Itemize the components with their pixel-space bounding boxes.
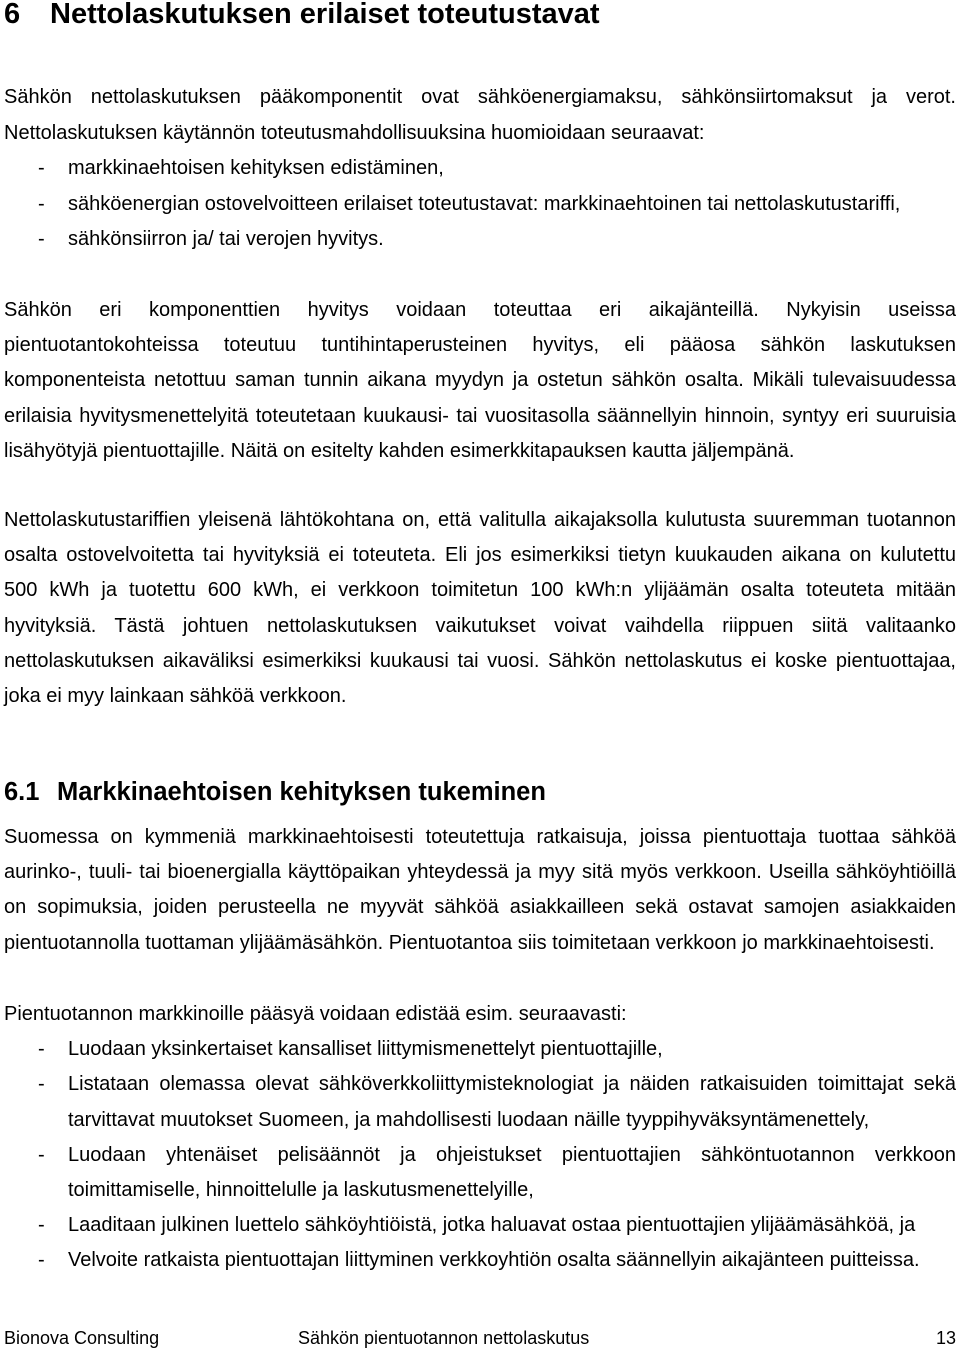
section-title: Nettolaskutuksen erilaiset toteutustavat	[50, 0, 600, 30]
paragraph-line: pientuotantokohteissa toteutuu tuntihintaperusteinen hyvitys, eli pääosa sähkön laskutuksen	[4, 334, 956, 357]
list-item	[4, 1208, 956, 1243]
section-heading	[4, 0, 956, 30]
list-item-text: Laaditaan julkinen luettelo sähköyhtiöistä, jotka haluavat ostaa pientuottajien ylijäämäsähköä, ja	[68, 1214, 916, 1237]
list-item-text: Luodaan yksinkertaiset kansalliset liittymismenettelyt pientuottajille,	[68, 1038, 663, 1061]
paragraph-line: on sopimuksia, joiden perusteella ne myyvät sähköä asiakkailleen sekä ostavat samojen asiakkaiden	[4, 896, 956, 919]
list-bullet: -	[38, 1143, 45, 1166]
list-item-text: sähkönsiirron ja/ tai verojen hyvitys.	[68, 228, 384, 251]
list-item	[4, 1243, 956, 1278]
page-footer	[0, 1327, 960, 1349]
list-item	[4, 1032, 956, 1067]
paragraph-line: erilaisia hyvitysmenettelyitä toteutetaan kuukausi- tai vuositasolla säännellyin hinnoin, syntyy eri suuruisia	[4, 404, 956, 427]
list-bullet: -	[38, 1214, 45, 1237]
paragraph-line: nettolaskutuksen aikaväliksi esimerkiksi kuukausi tai vuosi. Sähkön nettolaskutus ei koske pientuottajaa,	[4, 649, 956, 672]
paragraph-line: hyvityksiä. Tästä johtuen nettolaskutuksen vaikutukset voivat vaihdella riippuen siitä valitaanko	[4, 614, 956, 637]
list-item-text: Listataan olemassa olevat sähköverkkoliittymisteknologiat ja näiden ratkaisuiden toimittajat sekä	[68, 1073, 956, 1096]
list-item-text: markkinaehtoisen kehityksen edistäminen,	[68, 157, 444, 180]
list-item	[4, 151, 956, 187]
list-bullet: -	[38, 192, 45, 215]
paragraph-line: Sähkön nettolaskutuksen pääkomponentit ovat sähköenergiamaksu, sähkönsiirtomaksut ja verot.	[4, 86, 956, 108]
list-bullet: -	[38, 1249, 45, 1272]
paragraph-intro	[4, 80, 956, 258]
paragraph-line: Nettolaskutustariffien yleisenä lähtökohtana on, että valitulla aikajaksolla kulutusta suuremman tuotannon	[4, 509, 956, 531]
paragraph-line: pientuotannolla tuottaman ylijäämäsähkön. Pientuotantoa siis toimitetaan verkkoon jo markkinaehtoisesti.	[4, 931, 935, 954]
paragraph-line: aurinko-, tuuli- tai bioenergialla käyttöpaikan yhteydessä ja myy sitä myös verkkoon. Useilla sähköyhtiöillä	[4, 861, 956, 884]
list-item	[4, 222, 956, 258]
paragraph-line: 500 kWh ja tuotettu 600 kWh, ei verkkoon toimitetun 100 kWh:n ylijäämän osalta toteuteta mitään	[4, 579, 956, 602]
paragraph-line: Pientuotannon markkinoille pääsyä voidaan edistää esim. seuraavasti:	[4, 1003, 627, 1025]
paragraph-line: komponenteista netottuu saman tunnin aikana myydyn ja ostetun sähkön osalta. Mikäli tulevaisuudessa	[4, 369, 956, 392]
list-bullet: -	[38, 1038, 45, 1061]
list-item-text: Velvoite ratkaista pientuottajan liittyminen verkkoyhtiön osalta säännellyin aikajänteen puitteissa.	[68, 1249, 920, 1272]
paragraph-line: Sähkön eri komponenttien hyvitys voidaan toteuttaa eri aikajänteillä. Nykyisin useissa	[4, 299, 956, 321]
list-item-text: tarvittavat muutokset Suomeen, ja mahdollisesti luodaan näille tyyppihyväksyntämenettely,	[68, 1108, 870, 1131]
subsection-title: Markkinaehtoisen kehityksen tukeminen	[57, 778, 546, 806]
footer-company: Bionova Consulting	[4, 1328, 160, 1348]
subsection-heading	[4, 777, 956, 807]
paragraph-line: Suomessa on kymmeniä markkinaehtoisesti toteutettuja ratkaisuja, joissa pientuottaja tuottaa sähköä	[4, 826, 956, 848]
list-item	[4, 187, 956, 223]
page-number: 13	[935, 1328, 956, 1348]
paragraph-measures	[4, 997, 956, 1279]
subsection-number: 6.1	[4, 778, 40, 806]
paragraph-line: Nettolaskutuksen käytännön toteutusmahdollisuuksina huomioidaan seuraavat:	[4, 121, 705, 144]
list-bullet: -	[38, 157, 45, 180]
list-item-text: sähköenergian ostovelvoitteen erilaiset toteutustavat: markkinaehtoinen tai nettolaskutustariffi,	[68, 192, 901, 215]
list-bullet: -	[38, 228, 45, 251]
paragraph-market	[4, 820, 956, 961]
list-item-text: Luodaan yhtenäiset pelisäännöt ja ohjeistukset pientuottajien sähköntuotannon verkkoon	[68, 1143, 956, 1166]
paragraph-line: joka ei myy lainkaan sähköä verkkoon.	[4, 684, 347, 707]
paragraph-tariff	[4, 503, 956, 714]
paragraph-line: lisähyötyjä pientuottajille. Näitä on esitelty kahden esimerkkitapauksen kautta jäljempänä.	[4, 439, 795, 462]
paragraph-compensation	[4, 293, 956, 469]
footer-document-title: Sähkön pientuotannon nettolaskutus	[298, 1328, 590, 1348]
list-item	[4, 1138, 956, 1208]
list-item-text: toimittamiselle, hinnoittelulle ja laskutusmenettelyille,	[68, 1178, 534, 1201]
paragraph-line: osalta ostovelvoitetta tai hyvityksiä ei toteuteta. Eli jos esimerkiksi tietyn kuukauden aikana on kulutettu	[4, 544, 956, 567]
list-item	[4, 1067, 956, 1137]
section-number: 6	[4, 0, 21, 30]
list-bullet: -	[38, 1073, 45, 1096]
